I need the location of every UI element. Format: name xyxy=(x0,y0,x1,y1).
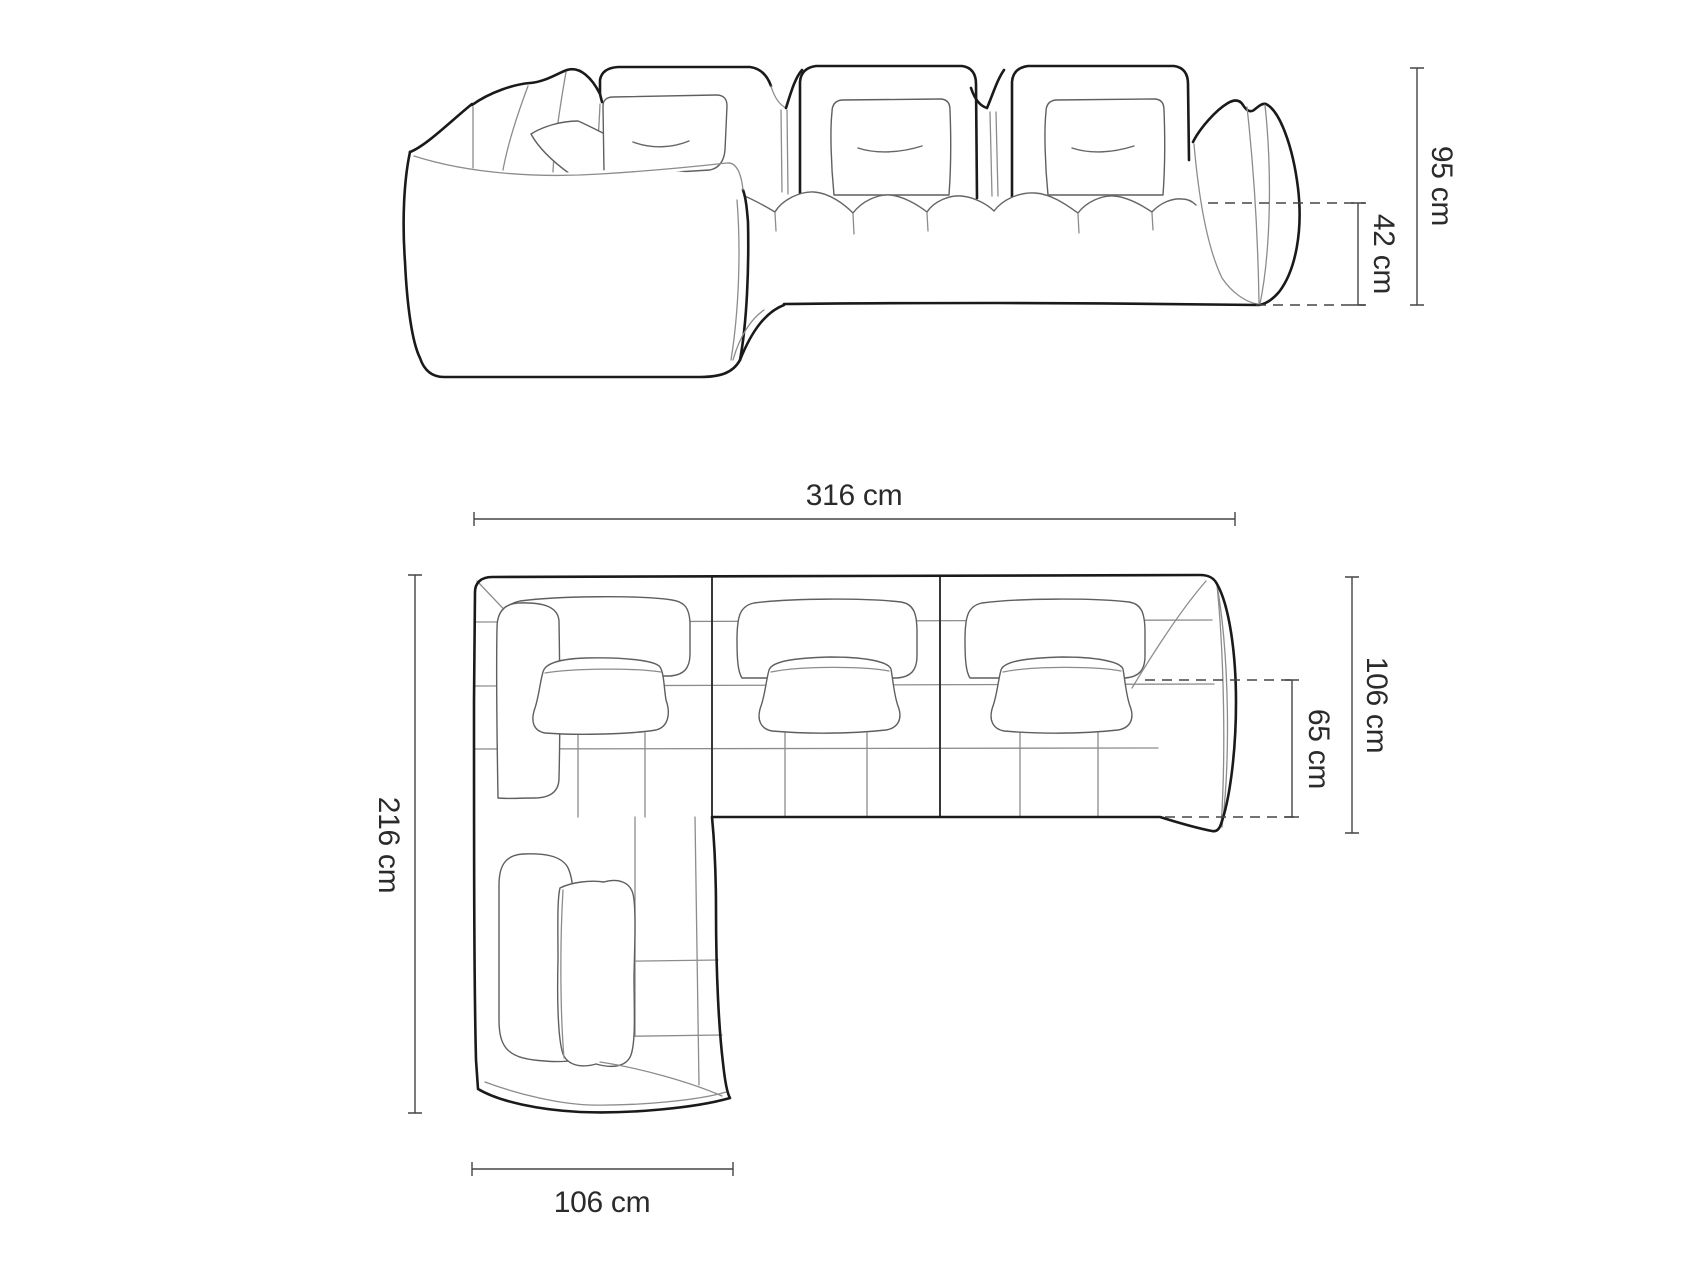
dim-line-65 xyxy=(1285,680,1299,817)
plan-pillow-2 xyxy=(759,657,900,733)
dimension-chaise-width xyxy=(472,1162,733,1219)
dim-label-216: 216 cm xyxy=(372,796,405,894)
dim-line-316 xyxy=(474,512,1235,526)
dimension-seat-height xyxy=(1351,203,1400,305)
plan-chaise-pillow xyxy=(558,881,635,1067)
dimension-total-depth xyxy=(1345,577,1393,833)
front-corner-bowl xyxy=(404,152,749,377)
dim-label-65: 65 cm xyxy=(1302,708,1335,790)
dim-line-216 xyxy=(408,575,422,1113)
front-corner-bowl-top-edge xyxy=(410,104,472,152)
plan-arm-lens xyxy=(1217,585,1227,827)
plan-pillow-3 xyxy=(991,657,1132,733)
plan-chaise-fold xyxy=(600,1062,722,1096)
dim-line-106-bottom xyxy=(472,1162,733,1176)
dim-label-106-bottom: 106 cm xyxy=(553,1186,651,1219)
dim-line-106-right xyxy=(1345,577,1359,833)
front-elevation-view xyxy=(404,66,1300,377)
dim-label-95: 95 cm xyxy=(1425,145,1458,227)
dimension-total-height xyxy=(1410,68,1458,305)
dim-line-95 xyxy=(1410,68,1424,305)
dim-line-42 xyxy=(1351,203,1365,305)
plan-view-dimensions xyxy=(372,479,1393,1219)
dimension-chaise-length xyxy=(372,575,422,1113)
dimension-total-width xyxy=(474,479,1235,526)
dim-label-106-right: 106 cm xyxy=(1360,656,1393,754)
dimension-seat-depth xyxy=(1285,680,1335,817)
dim-label-316: 316 cm xyxy=(805,479,903,512)
front-base-line xyxy=(784,303,1258,305)
dim-label-42: 42 cm xyxy=(1367,213,1400,295)
front-corner-pillow xyxy=(603,95,727,173)
front-pillow-a xyxy=(831,99,951,195)
plan-front-edge-inner-arc xyxy=(485,1082,726,1105)
top-plan-view xyxy=(474,575,1236,1112)
front-pillow-b xyxy=(1045,99,1165,195)
